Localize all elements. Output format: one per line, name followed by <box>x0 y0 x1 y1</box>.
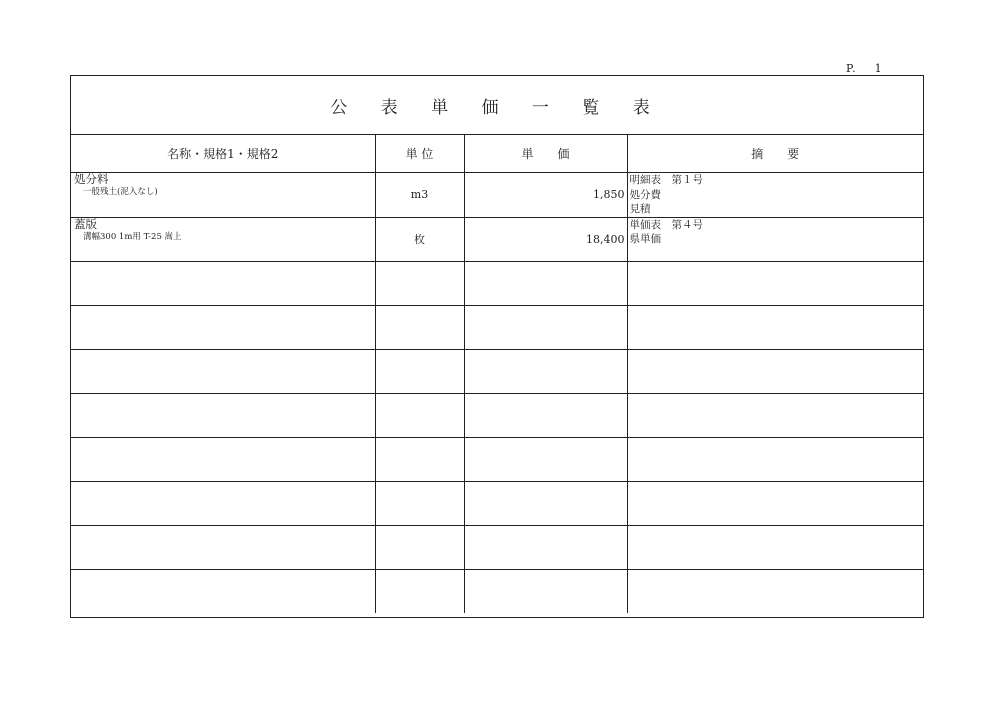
note-line: 県単価 <box>629 233 661 245</box>
empty-cell <box>627 481 923 525</box>
unit-cell <box>375 173 464 218</box>
empty-cell <box>464 437 627 481</box>
empty-row <box>71 349 923 393</box>
empty-cell <box>627 393 923 437</box>
empty-cell <box>375 261 464 305</box>
price-table <box>71 135 923 613</box>
empty-cell <box>627 349 923 393</box>
empty-row <box>71 305 923 349</box>
empty-cell <box>375 437 464 481</box>
item-price: 1,850 <box>593 188 625 201</box>
empty-cell <box>375 305 464 349</box>
header-row <box>71 135 923 173</box>
note-line: 見積 <box>629 203 651 215</box>
empty-row <box>71 261 923 305</box>
table-row <box>71 217 923 261</box>
empty-cell <box>464 525 627 569</box>
empty-cell <box>375 481 464 525</box>
empty-cell <box>464 349 627 393</box>
empty-cell <box>464 481 627 525</box>
empty-cell <box>627 437 923 481</box>
empty-cell <box>71 569 375 613</box>
note-line: 単価表 第４号 <box>629 218 703 231</box>
empty-cell <box>627 305 923 349</box>
note-line: 明細表 第１号 <box>629 174 703 186</box>
empty-cell <box>71 525 375 569</box>
item-unit: m3 <box>410 188 429 201</box>
empty-cell <box>375 525 464 569</box>
price-cell <box>464 173 627 218</box>
empty-row <box>71 437 923 481</box>
empty-row <box>71 569 923 613</box>
header-unit: 単 位 <box>375 135 464 173</box>
price-list-sheet <box>70 75 924 618</box>
empty-cell <box>464 393 627 437</box>
empty-cell <box>375 393 464 437</box>
header-price: 単 価 <box>464 135 627 173</box>
empty-cell <box>71 393 375 437</box>
empty-cell <box>627 261 923 305</box>
item-spec: 一般残土(泥入なし) <box>83 187 158 197</box>
note-cell <box>627 217 923 261</box>
note-line: 処分費 <box>629 188 661 201</box>
item-price: 18,400 <box>586 232 625 246</box>
item-name: 蓋版 <box>74 216 97 231</box>
item-spec: 溝幅300 1m用 T-25 嵩上 <box>83 231 182 242</box>
empty-cell <box>71 481 375 525</box>
header-note: 摘 要 <box>627 135 923 173</box>
empty-row <box>71 481 923 525</box>
page-number: P. 1 <box>846 62 883 75</box>
name-cell <box>71 217 375 261</box>
empty-cell <box>464 305 627 349</box>
item-name: 処分料 <box>74 172 109 186</box>
name-cell <box>71 173 375 218</box>
price-cell <box>464 217 627 261</box>
table-row <box>71 173 923 218</box>
note-cell <box>627 173 923 218</box>
empty-cell <box>375 569 464 613</box>
header-name: 名称・規格1・規格2 <box>71 135 375 173</box>
unit-cell <box>375 217 464 261</box>
empty-cell <box>71 305 375 349</box>
empty-cell <box>375 349 464 393</box>
empty-cell <box>464 569 627 613</box>
empty-cell <box>464 261 627 305</box>
empty-cell <box>627 525 923 569</box>
empty-cell <box>71 437 375 481</box>
empty-cell <box>71 261 375 305</box>
empty-cell <box>627 569 923 613</box>
empty-row <box>71 525 923 569</box>
sheet-title: 公 表 単 価 一 覧 表 <box>71 76 923 135</box>
item-unit: 枚 <box>414 233 425 246</box>
empty-row <box>71 393 923 437</box>
empty-cell <box>71 349 375 393</box>
